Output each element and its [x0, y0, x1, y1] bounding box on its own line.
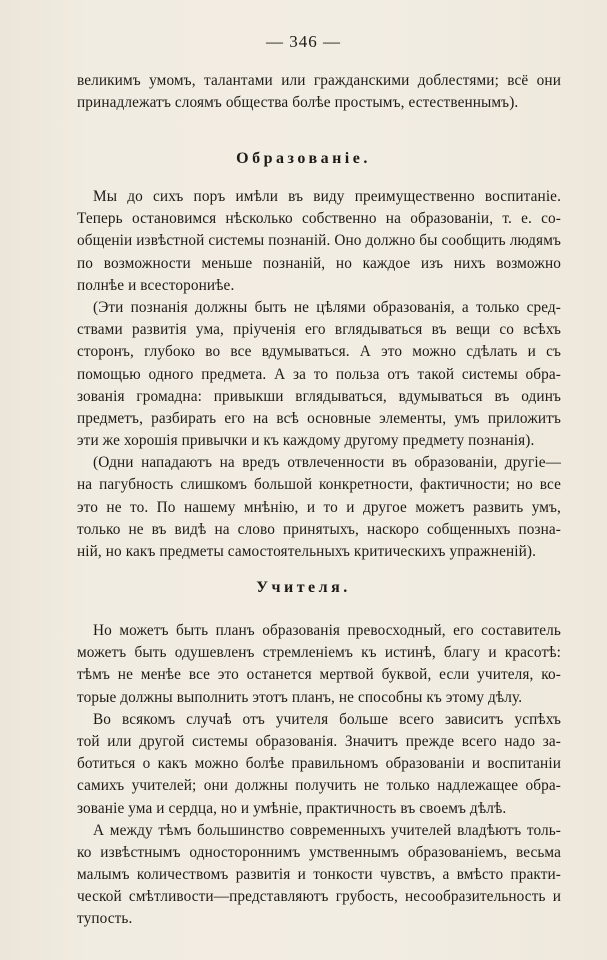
text-line: Но можетъ быть планъ образованія превосходный, его составитель	[93, 622, 561, 639]
text-line: эти же хорошія привычки и къ каждому другому предмету познанія).	[77, 432, 535, 450]
text-line: ствами развитія ума, пріученія его вглядываться въ вещи со всѣхъ	[77, 321, 561, 339]
text-line: ботиться о какъ можно болѣе правильномъ образованіи и воспитаніи	[77, 755, 561, 773]
text-line: ко извѣстнымъ одностороннимъ умственнымъ образованіемъ, весьма	[77, 843, 561, 861]
text-line: это не то. По нашему мнѣнію, и то и другое можетъ развить умъ,	[77, 498, 561, 516]
text-line: самихъ учителей; они должны получить не только надлежащее обра-	[77, 777, 561, 795]
page-number: — 346 —	[266, 32, 341, 51]
text-line: великимъ умомъ, талантами или гражданскими доблестями; всё они	[77, 72, 561, 89]
text-line: полнѣе и всесторониѣе.	[77, 276, 235, 294]
text-line: ній, но какъ предметы самостоятельныхъ критическихъ упражненій).	[77, 543, 537, 560]
text-line: принадлежатъ слоямъ общества болѣе простымъ, естественнымъ).	[77, 94, 519, 112]
section-education-body	[77, 186, 561, 563]
text-line: тупость.	[77, 910, 133, 928]
text-line: ческой смѣтливости—представляютъ грубость, несообразительность и	[77, 888, 561, 906]
text-line: А между тѣмъ большинство современныхъ учителей владѣютъ толь-	[93, 821, 561, 839]
text-line: Во всякомъ случаѣ отъ учителя больше всего зависитъ успѣхъ	[93, 710, 561, 728]
text-line: Теперь остановимся нѣсколько собственно на образованіи, т. е. со-	[77, 210, 561, 228]
text-line: по возможности меньше познаній, но каждое изъ нихъ возможно	[77, 254, 561, 272]
text-line: сторонъ, глубоко во все вдумываться. А это можно сдѣлать и съ	[77, 343, 561, 361]
text-line: зованіе ума и сердца, но и умѣніе, практичность въ своемъ дѣлѣ.	[77, 799, 507, 817]
text-line: (Одни нападаютъ на вредъ отвлеченности въ образованіи, другіе—	[93, 454, 561, 472]
text-line: зованія громадна: привыкши вглядываться, вдумываться въ одинъ	[77, 387, 561, 405]
text-line: общеніи извѣстной системы познаній. Оно должно бы сообщить людямъ	[77, 232, 561, 250]
text-line: торые должны выполнить этотъ планъ, не способны къ этому дѣлу.	[77, 688, 523, 706]
section-title-education: Образованіе.	[236, 150, 371, 167]
text-line: помощью одного предмета. А за то польза отъ такой системы обра-	[77, 365, 561, 383]
section-teachers-body	[77, 620, 561, 931]
text-line: тѣмъ не менѣе все это останется мертвой буквой, если учителя, ко-	[77, 666, 561, 684]
text-line: на пагубность слишкомъ большой конкретности, фактичности; но все	[77, 476, 561, 494]
text-line: малымъ количествомъ развитія и тонкости чувствъ, а вмѣсто практи-	[77, 866, 561, 884]
text-line: Мы до сихъ поръ имѣли въ виду преимущественно воспитаніе.	[93, 188, 561, 205]
text-line: (Эти познанія должны быть не цѣлями образованія, а только сред-	[93, 298, 561, 316]
text-line: только не въ видѣ на слово принятыхъ, наскоро собщенныхъ позна-	[77, 520, 561, 538]
text-line: можетъ быть одушевленъ стремленіемъ къ истинѣ, благу и красотѣ:	[77, 644, 561, 662]
intro-paragraph	[77, 70, 561, 114]
text-line: той или другой системы образованія. Значитъ прежде всего надо за-	[77, 732, 561, 750]
section-title-teachers: Учителя.	[256, 579, 351, 596]
text-line: предметъ, разбирать его на всѣ основные элементы, умъ приложитъ	[77, 409, 561, 427]
